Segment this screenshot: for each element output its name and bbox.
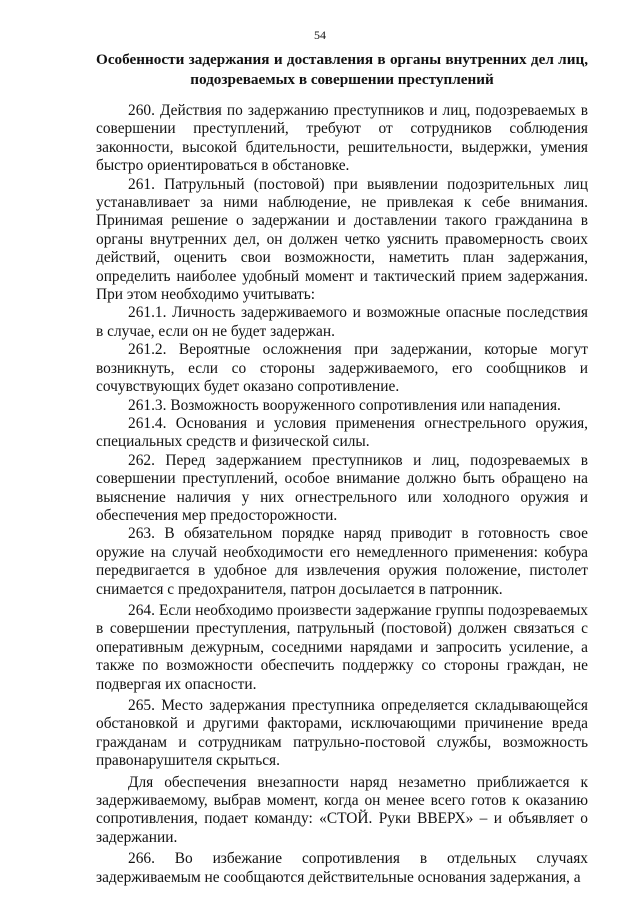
- paragraph-265-continued: Для обеспечения внезапности наряд незаметно приближается к задерживаемому, выбрав момент, когда он менее всего готов к оказанию сопротивления, подает команду: «СТОЙ. Руки ВВЕРХ» – и объявляет о задержании.: [96, 773, 588, 846]
- section-heading: Особенности задержания и доставления в органы внутренних дел лиц, подозреваемых в совершении преступлений: [96, 51, 588, 88]
- paragraph-265: 265. Место задержания преступника определяется складывающейся обстановкой и другими факторами, исключающими причинение вреда гражданам и сотрудникам патрульно-постовой службы, возможность правонарушителя скрыться.: [96, 697, 588, 770]
- paragraph-261-1: 261.1. Личность задерживаемого и возможные опасные последствия в случае, если он не будет задержан.: [96, 304, 588, 340]
- paragraph-262: 262. Перед задержанием преступников и лиц, подозреваемых в совершении преступлений, особое внимание должно быть обращено на выяснение наличия у них огнестрельного или холодного оружия и обеспечения мер предосторожности.: [96, 451, 588, 524]
- body-text: [96, 102, 588, 887]
- paragraph-264: 264. Если необходимо произвести задержание группы подозреваемых в совершении преступления, патрульный (постовой) должен связаться с оперативным дежурным, соседними нарядами и запросить усиление, а также по возможности обеспечить поддержку со стороны граждан, не подвергая их опасности.: [96, 601, 588, 693]
- page-number: 54: [314, 28, 326, 42]
- paragraph-263: 263. В обязательном порядке наряд приводит в готовность свое оружие на случай необходимости его немедленного применения: кобура передвигается в удобное для извлечения оружия положение, пистолет снимается с предохранителя, патрон досылается в патронник.: [96, 525, 588, 598]
- paragraph-261-2: 261.2. Вероятные осложнения при задержании, которые могут возникнуть, если со стороны задерживаемого, его сообщников и сочувствующих будет оказано сопротивление.: [96, 341, 588, 396]
- paragraph-261-3: 261.3. Возможность вооруженного сопротивления или нападения.: [128, 396, 561, 414]
- paragraph-261-4: 261.4. Основания и условия применения огнестрельного оружия, специальных средств и физической силы.: [96, 414, 588, 451]
- paragraph-266: 266. Во избежание сопротивления в отдельных случаях задерживаемым не сообщаются действительные основания задержания, а: [96, 850, 588, 886]
- paragraph-261: 261. Патрульный (постовой) при выявлении подозрительных лиц устанавливает за ними наблюдение, не привлекая к себе внимания. Принимая решение о задержании и доставлении такого гражданина в органы внутренних дел, он должен четко уяснить правомерность своих действий, оценить свои возможности, наметить план задержания, определить наиболее удобный момент и тактический прием задержания. При этом необходимо учитывать:: [96, 175, 588, 304]
- paragraph-260: 260. Действия по задержанию преступников и лиц, подозреваемых в совершении преступлений, требуют от сотрудников соблюдения законности, высокой бдительности, решительности, выдержки, умения быстро ориентироваться в обстановке.: [96, 102, 588, 175]
